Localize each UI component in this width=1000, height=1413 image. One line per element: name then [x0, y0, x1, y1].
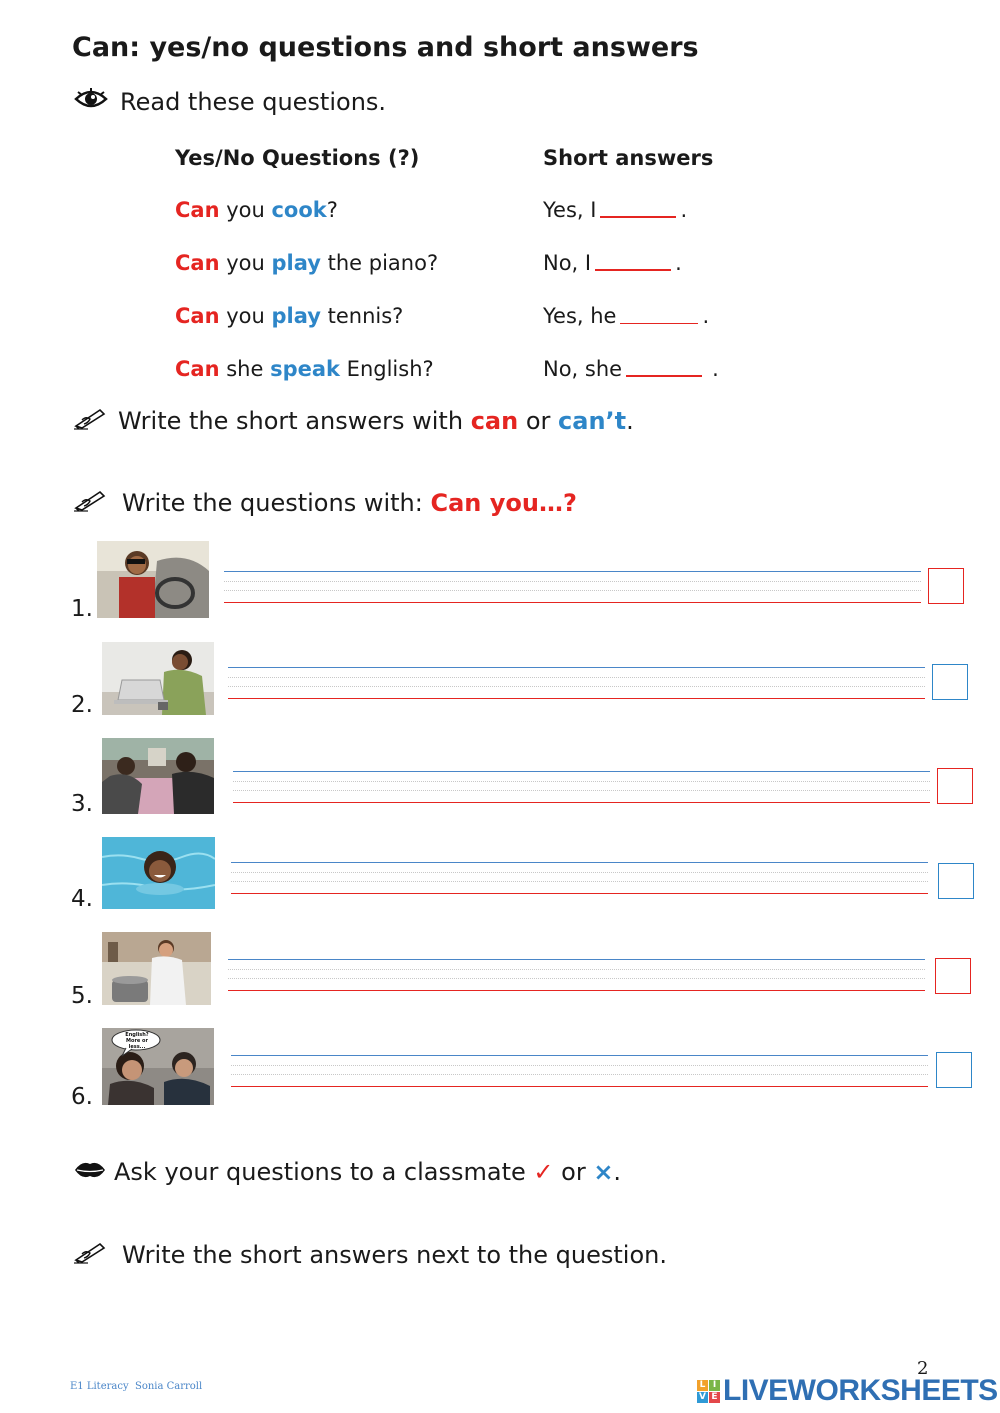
answer-blank[interactable] [626, 361, 702, 377]
read-instruction-text: Read these questions. [120, 88, 387, 116]
lips-icon [74, 1158, 106, 1186]
exercise-number: 4. [71, 886, 93, 912]
answer-checkbox[interactable] [935, 958, 971, 994]
can-keyword: can [470, 407, 519, 435]
answer-row [543, 198, 687, 222]
can-word: Can [175, 304, 220, 328]
subject: you [219, 251, 272, 275]
period: . [626, 407, 634, 435]
speech-bubble-line: English? [125, 1032, 149, 1038]
logo-letter: E [709, 1392, 720, 1403]
liveworksheets-logo[interactable] [697, 1374, 998, 1408]
answer-checkbox[interactable] [936, 1052, 972, 1088]
question-rest: English? [340, 357, 434, 381]
logo-letter: I [709, 1380, 720, 1391]
answer-checkbox[interactable] [938, 863, 974, 899]
page-number: 2 [917, 1358, 929, 1379]
header-answers: Short answers [543, 146, 714, 170]
logo-letter: L [697, 1380, 708, 1391]
verb: play [271, 304, 321, 328]
subject: you [219, 198, 272, 222]
write-questions-instruction [74, 488, 577, 518]
answer-checkbox[interactable] [937, 768, 973, 804]
answer-writing-lines[interactable] [231, 1055, 928, 1089]
answer-writing-lines[interactable] [224, 571, 921, 605]
answer-end: . [675, 251, 682, 275]
page-title: Can: yes/no questions and short answers [72, 32, 699, 63]
speech-bubble-line: More or less... [126, 1038, 148, 1050]
pencil-hand-icon [74, 488, 106, 518]
ask-text: Ask your questions to a classmate [114, 1158, 534, 1186]
question-row [175, 304, 403, 328]
can-you-keyword: Can you…? [430, 489, 577, 517]
question-rest: ? [326, 198, 338, 222]
question-row [175, 357, 434, 381]
period: . [613, 1158, 622, 1186]
write-next-instruction [74, 1240, 667, 1270]
brand-name: LIVEWORKSHEETS [723, 1374, 998, 1407]
write-short-text: Write the short answers with [118, 407, 471, 435]
photo-people-speaking [102, 1028, 214, 1105]
answer-writing-lines[interactable] [231, 862, 928, 896]
answer-blank[interactable] [595, 255, 671, 271]
can-word: Can [175, 251, 220, 275]
photo-woman-laptop [102, 642, 214, 715]
answer-blank[interactable] [620, 309, 698, 324]
question-row [175, 251, 438, 275]
write-next-text: Write the short answers next to the question. [122, 1241, 667, 1269]
answer-end: . [702, 304, 710, 328]
answer-checkbox[interactable] [928, 568, 964, 604]
can-word: Can [175, 198, 220, 222]
answer-blank[interactable] [600, 202, 676, 218]
liveworksheets-logo-icon [697, 1380, 720, 1403]
footer-credit: E1 Literacy Sonia Carroll [70, 1381, 203, 1392]
question-row [175, 198, 338, 222]
or-text: or [518, 407, 559, 435]
photo-woman-driving [97, 541, 209, 618]
verb: cook [271, 198, 327, 222]
pencil-hand-icon [74, 1240, 106, 1270]
answer-text: No, she [543, 357, 623, 381]
answer-writing-lines[interactable] [228, 959, 925, 993]
answer-end: . [680, 198, 688, 222]
exercise-number: 5. [71, 983, 93, 1009]
check-mark-icon: ✓ [533, 1158, 554, 1186]
exercise-number: 6. [71, 1084, 93, 1110]
exercise-number: 1. [71, 596, 93, 622]
speech-bubble-text [124, 1032, 150, 1050]
read-instruction [74, 88, 386, 116]
eye-icon [74, 88, 108, 116]
can-word: Can [175, 357, 220, 381]
answer-text: No, I [543, 251, 592, 275]
answer-row [543, 304, 709, 328]
answer-row [543, 357, 719, 381]
logo-letter: V [697, 1392, 708, 1403]
cross-mark-icon: × [593, 1158, 614, 1186]
cant-keyword: can’t [558, 407, 627, 435]
question-rest: tennis? [320, 304, 404, 328]
verb: play [271, 251, 321, 275]
answer-writing-lines[interactable] [228, 667, 925, 701]
answer-text: Yes, he [543, 304, 617, 328]
exercise-number: 3. [71, 791, 93, 817]
ask-instruction [74, 1158, 621, 1186]
photo-men-working [102, 738, 214, 814]
verb: speak [270, 357, 340, 381]
header-questions: Yes/No Questions (?) [175, 146, 420, 170]
photo-woman-swimming [102, 837, 215, 909]
exercise-number: 2. [71, 692, 93, 718]
answer-writing-lines[interactable] [233, 771, 930, 805]
photo-man-cooking [102, 932, 211, 1005]
answer-end: . [712, 357, 719, 381]
answer-text: Yes, I [543, 198, 597, 222]
subject: you [219, 304, 272, 328]
write-short-instruction [74, 406, 634, 436]
write-questions-text: Write the questions with: [122, 489, 431, 517]
question-rest: the piano? [320, 251, 439, 275]
answer-checkbox[interactable] [932, 664, 968, 700]
subject: she [219, 357, 271, 381]
answer-row [543, 251, 682, 275]
pencil-hand-icon [74, 406, 106, 436]
or-text: or [553, 1158, 594, 1186]
